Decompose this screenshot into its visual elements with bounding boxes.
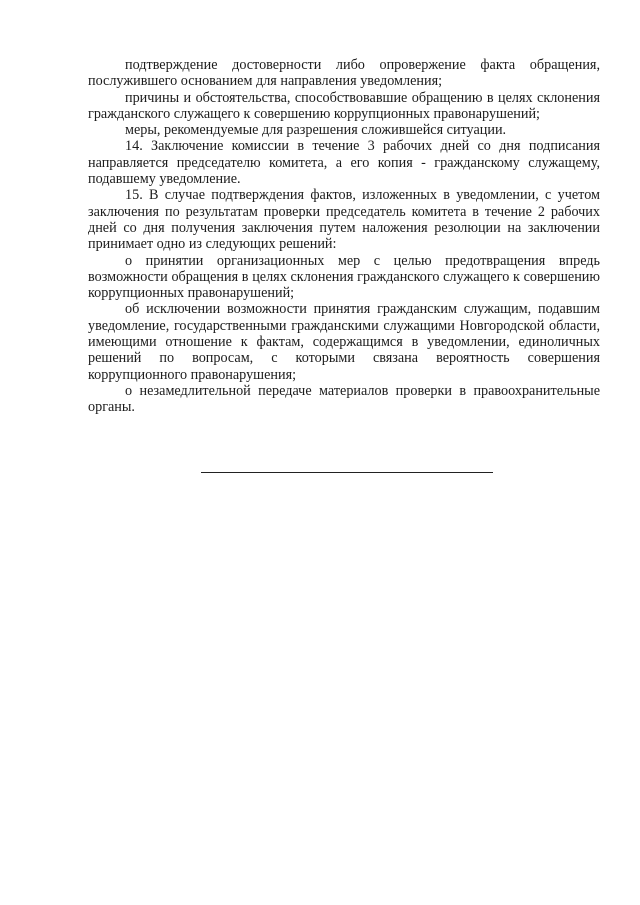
paragraph-decision-organizational: о принятии организационных мер с целью предотвращения впредь возможности обращения в целях склонения гражданского служащего к совершению коррупционных правонарушений; [88, 252, 600, 302]
closing-divider-line [201, 472, 493, 473]
paragraph-measures: меры, рекомендуемые для разрешения сложившейся ситуации. [125, 122, 507, 139]
paragraph-verification-result: подтверждение достоверности либо опровержение факта обращения, послужившего основанием для направления уведомления; [88, 57, 600, 90]
paragraph-causes: причины и обстоятельства, способствовавшие обращению в целях склонения гражданского служащего к совершению коррупционных правонарушений; [88, 89, 600, 122]
paragraph-decision-exclusion: об исключении возможности принятия гражданским служащим, подавшим уведомление, государственными гражданскими служащими Новгородской области, имеющими отношение к фактам, содержащимся в уведомлении, единоличных решений по вопросам, с которыми связана вероятность совершения коррупционного правонарушения; [88, 301, 600, 383]
paragraph-item-15: 15. В случае подтверждения фактов, изложенных в уведомлении, с учетом заключения по результатам проверки председатель комитета в течение 2 рабочих дней со дня получения заключения путем наложения резолюции на заключении принимает одно из следующих решений: [88, 187, 600, 253]
paragraph-item-14: 14. Заключение комиссии в течение 3 рабочих дней со дня подписания направляется председателю комитета, а его копия - гражданскому служащему, подавшему уведомление. [88, 138, 600, 188]
paragraph-decision-transfer: о незамедлительной передаче материалов проверки в правоохранительные органы. [88, 382, 600, 416]
document-body [88, 57, 600, 416]
